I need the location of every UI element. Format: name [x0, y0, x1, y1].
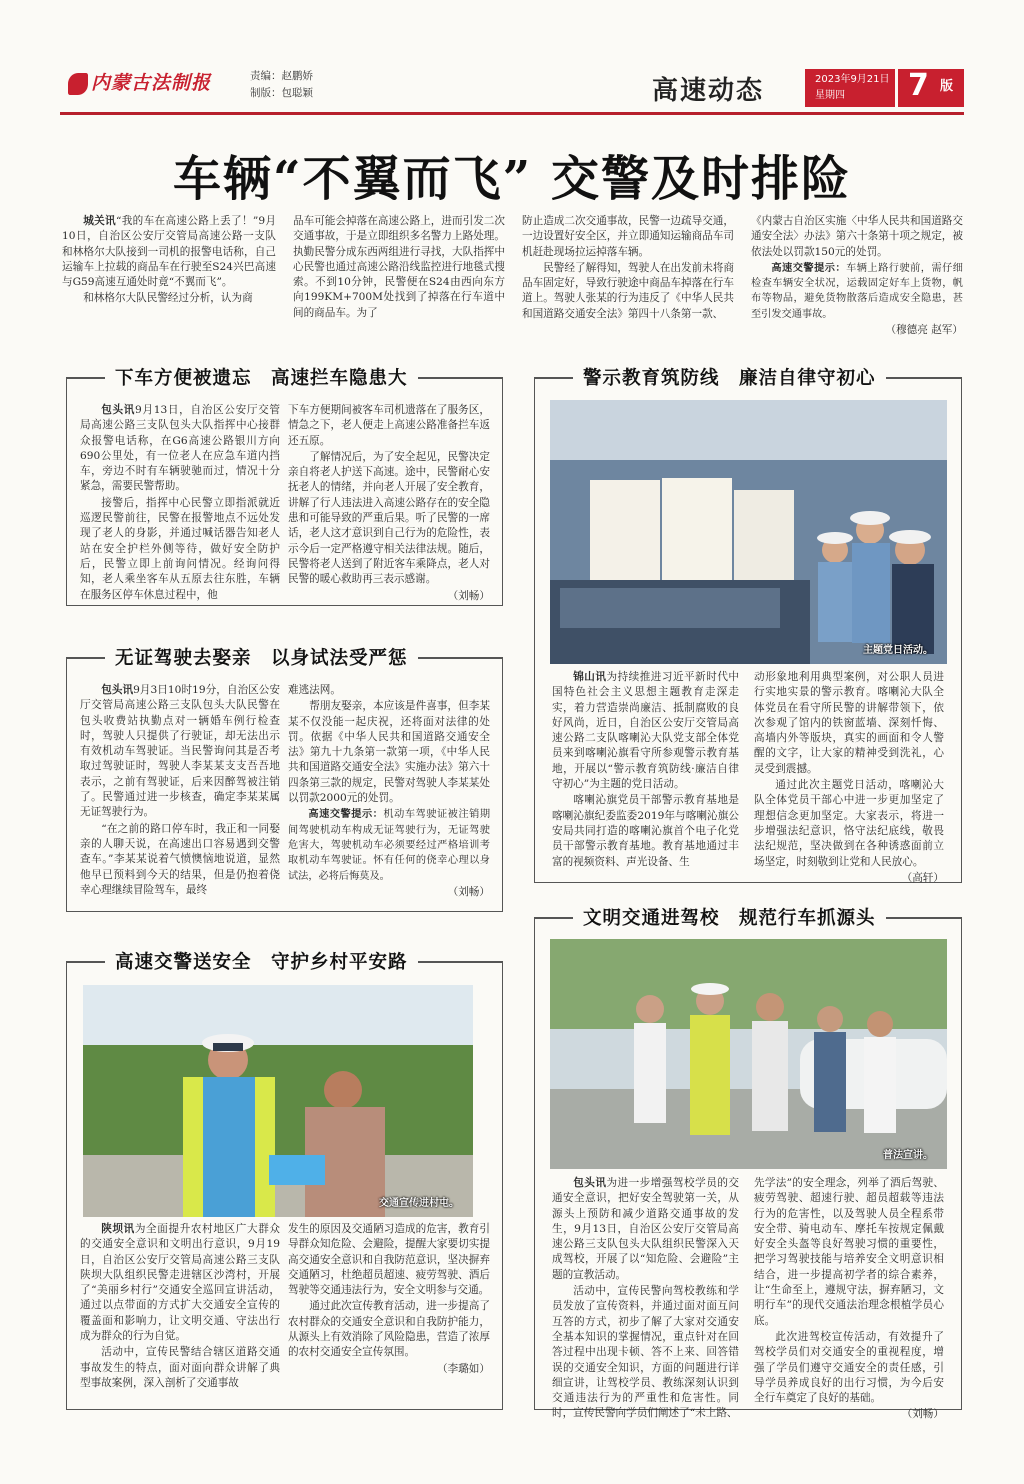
story-4-column-2: [288, 1222, 490, 1378]
story-5-column-2: [754, 1176, 944, 1424]
story-paragraph: 为持续推进习近平新时代中国特色社会主义思想主题教育走深走实，着力营造崇尚廉洁、抵制腐败的良好风尚，近日，自治区公安厅交管局高速公路二支队喀喇沁大队党支部全体党员来到喀喇沁旗看守所参观警示教育基地，开展以“警示教育筑防线·廉洁自律守初心”为主题的党日活动。: [552, 671, 740, 791]
author-credit: （刘畅）: [901, 1408, 944, 1421]
story-paragraph: 为全面提升农村地区广大群众的交通安全意识和文明出行意识，9月19日，自治区公安厅交管局高速公路三支队陕坝大队组织民警走进辖区沙湾村，开展了“美丽乡村行”交通安全巡回宣讲活动，通过以点带面的方式扩大交通安全宣传的覆盖面和影响力，让文明交通、守法出行成为群众的行为自觉。: [80, 1223, 281, 1343]
author-credit: （高轩）: [901, 871, 944, 884]
lead-column-1: [62, 214, 276, 308]
story-title: 文明交通进驾校 规范行车抓源头: [573, 904, 886, 930]
story-paragraph: 9月3日10时19分，自治区公安厅交管局高速公路三支队包头大队民警在包头收费站执勤点对一辆婚车例行检查时，驾驶人只提供了行驶证，却无法出示有效机动车驾驶证。当民警询问其是否考取过驾驶证时，驾驶人李某某支支吾吾地表示，之前有驾驶证，后来因醉驾被注销了。民警通过进一步核查，确定李某某属无证驾驶行为。: [80, 684, 280, 819]
story-3-column-2: [288, 683, 490, 901]
driving-school-photo: [550, 939, 947, 1169]
story-paragraph: 了解情况后，为了安全起见，民警决定亲自将老人护送下高速。途中，民警耐心安抚老人的情绪，并向老人开展了安全教育，讲解了行人违法进入高速公路存在的安全隐患和可能导致的严重后果。听了民警的一席话，老人这才意识到自己行为的危险性，表示今后一定严格遵守相关法律法规。随后，民警将老人送到了附近客车乘降点，老人对民警的暖心救助再三表示感谢。: [288, 450, 490, 586]
logo-mark-icon: [68, 73, 88, 95]
story-paragraph: 此次进驾校宣传活动，有效提升了驾校学员们对交通安全的重视程度，增强了学员们遵守交通安全的责任感，引导学员养成良好的出行习惯，为今后安全行车奠定了良好的基础。: [754, 1330, 944, 1405]
story-1-column-2: [288, 403, 490, 605]
story-dateline: 包头讯: [101, 404, 136, 416]
logo-text: 内蒙古法制报: [91, 72, 212, 94]
story-3-column-1: [80, 683, 280, 899]
photo-caption: 普法宣讲。: [883, 1150, 933, 1161]
tip-label: 高速交警提示：: [308, 809, 384, 821]
tip-text: 机动车驾驶证被注销期间驾驶机动车构成无证驾驶行为，无证驾驶危害大，驾驶机动车必须要经过严格培训考取机动车驾驶证。怀有任何的侥幸心理以身试法，必将后悔莫及。: [288, 809, 491, 882]
header-rule: [60, 112, 964, 115]
story-paragraph: 先学法”的安全理念，列举了酒后驾驶、疲劳驾驶、超速行驶、超员超载等违法行为的危害性，以及驾驶人员全程系带安全带、骑电动车、摩托车按规定佩戴好安全头盔等良好驾驶习惯的重要性，把学习驾驶技能与培养安全文明意识相结合，进一步提高初学者的综合素养，让“生命至上，遵规守法，摒弃陋习，文明行车”的现代交通法治理念根植学员心底。: [754, 1177, 944, 1327]
editor-credits: [250, 68, 313, 102]
story-paragraph: 活动中，宣传民警向驾校教练和学员发放了宣传资料，并通过面对面互问互答的方式，初步了解了大家对交通安全基本知识的掌握情况，重点针对在回答过程中出现卡顿、答不上来、回答错误的交通安全知识，方面的问题进行详细宣讲，让驾校学员、教练深刻认识到交通违法行为的严重性和危害性。同时，宣传民警向学员们阐述了“未上路、: [552, 1285, 739, 1420]
story-2-column-2: [754, 670, 944, 887]
lead-paragraph: “我的车在高速公路上丢了！”9月10日，自治区公安厅交管局高速公路一支队和林格尔大队接到一司机的报警电话称，自己运输车上拉载的商品车在行驶至S24兴巴高速与G59高速互通处时竟“不翼而飞”。: [62, 215, 276, 289]
lead-column-2: [293, 214, 505, 322]
story-2-column-1: [552, 670, 739, 871]
story-paragraph: 帮朋友娶亲，本应该是件喜事，但李某某不仅没能一起庆祝，还将面对法律的处罚。依据《中华人民共和国道路交通安全法》第九十九条第一款第一项，《中华人民共和国道路交通安全法》实施办法》第六十四条第三款的规定，民警对驾驶人李某某处以罚款2000元的处罚。: [288, 700, 490, 805]
editor-line: 责编：赵鹏娇: [250, 70, 313, 82]
story-paragraph: 发生的原因及交通陋习造成的危害，教育引导群众知危险、会避险，提醒大家要切实提高交通安全意识和自我防范意识，坚决摒弃交通陋习，杜绝超员超速、疲劳驾驶、酒后驾驶等交通违法行为，安全文明参与交通。: [288, 1223, 490, 1297]
issue-date: 2023年9月21日: [815, 74, 890, 85]
masthead: [60, 60, 964, 120]
story-paragraph: 通过此次主题党日活动，喀喇沁大队全体党员干部心中进一步更加坚定了理想信念更加坚定。大家表示，将进一步增强法纪意识，恪守法纪底线，敬畏法纪规范，坚决做到在各种诱惑面前立场坚定，时刻敬到让党和人民放心。: [754, 779, 944, 868]
producer-line: 制版：包聪颖: [250, 87, 313, 99]
story-title: 高速交警送安全 守护乡村平安路: [105, 948, 418, 974]
story-5-column-1: [552, 1176, 739, 1423]
story-paragraph: 9月13日，自治区公安厅交管局高速公路三支队包头大队指挥中心接群众报警电话称，在G6高速公路银川方向690公里处，有一位老人在应急车道内挡车，旁边不时有车辆驶驰而过，情况十分紧急，需要民警帮助。: [80, 404, 280, 493]
newspaper-logo: [68, 68, 211, 95]
story-paragraph: “在之前的路口停车时，我正和一同娶亲的人聊天说，在高速出口容易遇到交警查车。”李某某说着气愤懊恼地说道，显然他早已预料到今天的结果，但是仍抱着侥幸心理继续冒险驾车，最终: [80, 822, 280, 896]
photo-caption: 交通宣传进村屯。: [379, 1198, 459, 1209]
story-paragraph: 活动中，宣传民警结合辖区道路交通事故发生的特点，面对面向群众讲解了典型事故案例，深入剖析了交通事故: [80, 1346, 280, 1389]
story-paragraph: 通过此次宣传教育活动，进一步提高了农村群众的交通安全意识和自我防护能力，从源头上有效消除了风险隐患，营造了浓厚的农村交通安全宣传氛围。: [288, 1300, 490, 1359]
lead-paragraph: 防止造成二次交通事故，民警一边疏导交通，一边设置好安全区，并立即通知运输商品车司机赶赴现场拉运掉落车辆。: [522, 215, 734, 258]
story-paragraph: 为进一步增强驾校学员的交通安全意识，把好安全驾驶第一关，从源头上预防和减少道路交通事故的发生，9月13日，自治区公安厅交管局高速公路三支队包头大队组织民警深入天成驾校，开展了以“知危险、会避险”主题的宣教活动。: [552, 1177, 740, 1281]
story-paragraph: 动形象地利用典型案例，对公职人员进行实地实景的警示教育。喀喇沁大队全体党员在看守所民警的讲解带领下，依次参观了馆内的铁窗蓝墙、深刻忏悔、高墙内外等版块，真实的画面和令人警醒的文字，让大家的精神受到洗礼，心灵受到震撼。: [754, 671, 944, 775]
story-dateline: 锦山讯: [573, 671, 607, 683]
story-title: 下车方便被遗忘 高速拦车隐患大: [105, 364, 418, 390]
story-dateline: 包头讯: [573, 1177, 607, 1189]
story-paragraph: 下车方便期间被客车司机遗落在了服务区，情急之下，老人便走上高速公路准备拦车返还五原。: [288, 404, 490, 447]
story-1-column-1: [80, 403, 280, 604]
author-credit: （刘畅）: [447, 885, 490, 898]
party-day-photo: [550, 400, 947, 664]
author-credit: （刘畅）: [447, 589, 490, 602]
story-4-column-1: [80, 1222, 280, 1392]
photo-caption: 主题党日活动。: [863, 645, 933, 656]
exhibit-hall-photo: [550, 400, 947, 664]
lead-dateline: 城关讯: [83, 215, 116, 227]
lead-paragraph: 民警经了解得知，驾驶人在出发前未将商品车固定好，导致行驶途中商品车掉落在行车道上。驾驶人张某的行为违反了《中华人民共和国道路交通安全法》第四十八条第一款、: [522, 261, 734, 320]
author-credit: （李璐如）: [437, 1362, 490, 1375]
issue-weekday: 星期四: [815, 90, 845, 101]
village-outreach-photo: [83, 985, 473, 1217]
story-dateline: 陕坝讯: [101, 1223, 135, 1235]
lead-paragraph: 和林格尔大队民警经过分析，认为商: [83, 292, 253, 305]
story-title: 无证驾驶去娶亲 以身试法受严惩: [105, 644, 418, 670]
story-dateline: 包头讯: [101, 684, 134, 696]
lead-column-3: [522, 214, 734, 323]
date-box: [805, 69, 895, 107]
section-name: 高速动态: [652, 76, 765, 106]
page-number: 7: [908, 68, 929, 103]
tip-text: 车辆上路行驶前，需仔细检查车辆安全状况，运载固定好车上货物，帆布等物品，避免货物散落后造成安全隐患，甚至引发交通事故。: [751, 262, 963, 320]
story-paragraph: 接警后，指挥中心民警立即指派就近巡逻民警前往，民警在报警地点不远处发现了老人的身影，并通过喊话器告知老人站在安全护栏外侧等待，做好安全防护后，民警立即上前询问情况。经询问得知，老人乘坐客车从五原去往东胜，车辆在服务区停车休息过程中，他: [80, 496, 280, 601]
author-credit: （穆德亮 赵军）: [885, 324, 963, 337]
roadside-photo: [83, 985, 473, 1217]
story-title: 警示教育筑防线 廉洁自律守初心: [573, 364, 886, 390]
training-yard-photo: [550, 939, 947, 1169]
lead-paragraph: 《内蒙古自治区实施〈中华人民共和国道路交通安全法〉办法》第六十条第十项之规定，被依法处以罚款150元的处罚。: [751, 215, 963, 258]
lead-paragraph: 品车可能会掉落在高速公路上，进而引发二次交通事故，于是立即组织多名警力上路处理。执勤民警分成东西两组进行寻找，大队指挥中心民警也通过高速公路沿线监控进行地毯式搜索。不到10分钟，民警便在S24由西向东方向199KM+700M处找到了掉落在行车道中间的商品车。为了: [293, 215, 505, 319]
story-paragraph: 难逃法网。: [288, 684, 341, 696]
page-unit: 版: [940, 79, 954, 94]
story-paragraph: 喀喇沁旗党员干部警示教育基地是喀喇沁旗纪委监委2019年与喀喇沁旗公安局共同打造的喀喇沁旗首个电子化党员干部警示教育基地。教育基地通过丰富的视频资料、声光设备、生: [552, 794, 739, 868]
page-indicator: [898, 69, 964, 107]
tip-label: 高速交警提示：: [771, 262, 847, 274]
lead-headline: 车辆“不翼而飞” 交警及时排险: [173, 151, 851, 207]
lead-column-4: [751, 214, 963, 339]
